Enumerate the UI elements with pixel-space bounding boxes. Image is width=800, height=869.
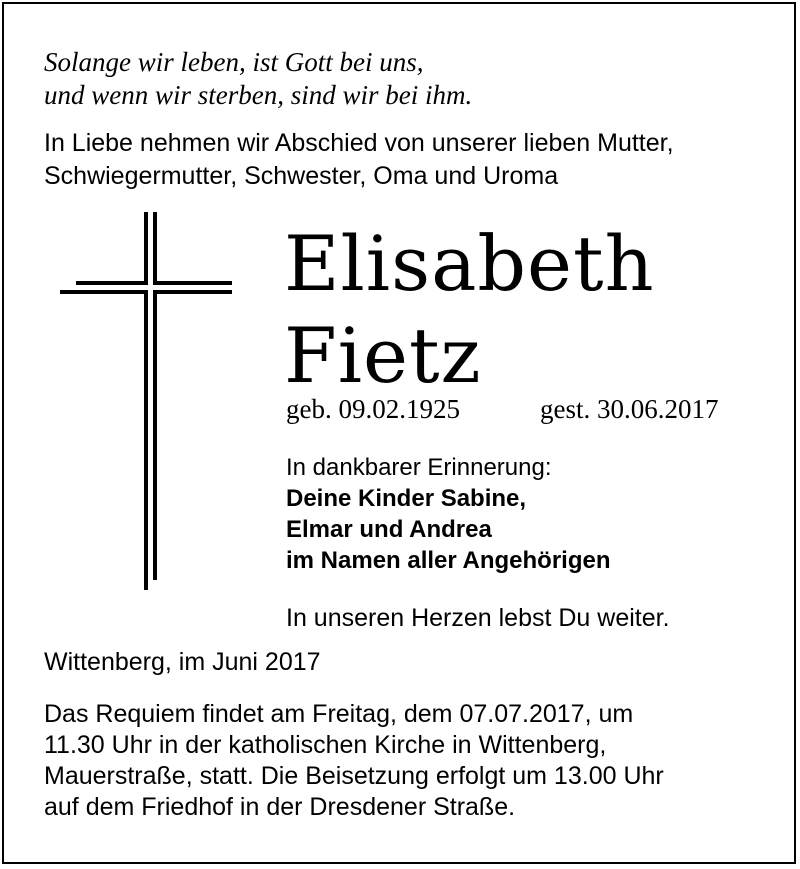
mourners-block: [286, 452, 611, 576]
requiem-line-4: auf dem Friedhof in der Dresdener Straße.: [44, 793, 516, 821]
poem-line-1: Solange wir leben, ist Gott bei uns,: [44, 47, 424, 77]
requiem-line-1: Das Requiem findet am Freitag, dem 07.07.2017, um: [44, 700, 634, 728]
intro-line-1: In Liebe nehmen wir Abschied von unserer lieben Mutter,: [44, 129, 674, 157]
requiem-line-2: 11.30 Uhr in der katholischen Kirche in Wittenberg,: [44, 731, 607, 759]
mourners-line-1: Deine Kinder Sabine,: [286, 485, 527, 512]
cross-icon: [60, 212, 232, 590]
intro-text: [44, 127, 674, 193]
deceased-name: [284, 218, 655, 402]
requiem-notice: [44, 699, 664, 823]
last-name: Fietz: [284, 311, 482, 400]
farewell-text: In unseren Herzen lebst Du weiter.: [286, 604, 670, 632]
first-name: Elisabeth: [284, 219, 655, 308]
requiem-line-3: Mauerstraße, statt. Die Beisetzung erfolgt um 13.00 Uhr: [44, 762, 664, 790]
mourners-line-2: Elmar und Andrea: [286, 516, 492, 543]
poem-quote: [44, 46, 472, 112]
poem-line-2: und wenn wir sterben, sind wir bei ihm.: [44, 80, 473, 110]
birth-date: geb. 09.02.1925: [286, 394, 460, 424]
mourners-intro: In dankbarer Erinnerung:: [286, 454, 552, 481]
death-date: gest. 30.06.2017: [540, 394, 719, 424]
place-date: Wittenberg, im Juni 2017: [44, 648, 321, 676]
intro-line-2: Schwiegermutter, Schwester, Oma und Uroma: [44, 162, 559, 190]
mourners-line-3: im Namen aller Angehörigen: [286, 547, 611, 574]
